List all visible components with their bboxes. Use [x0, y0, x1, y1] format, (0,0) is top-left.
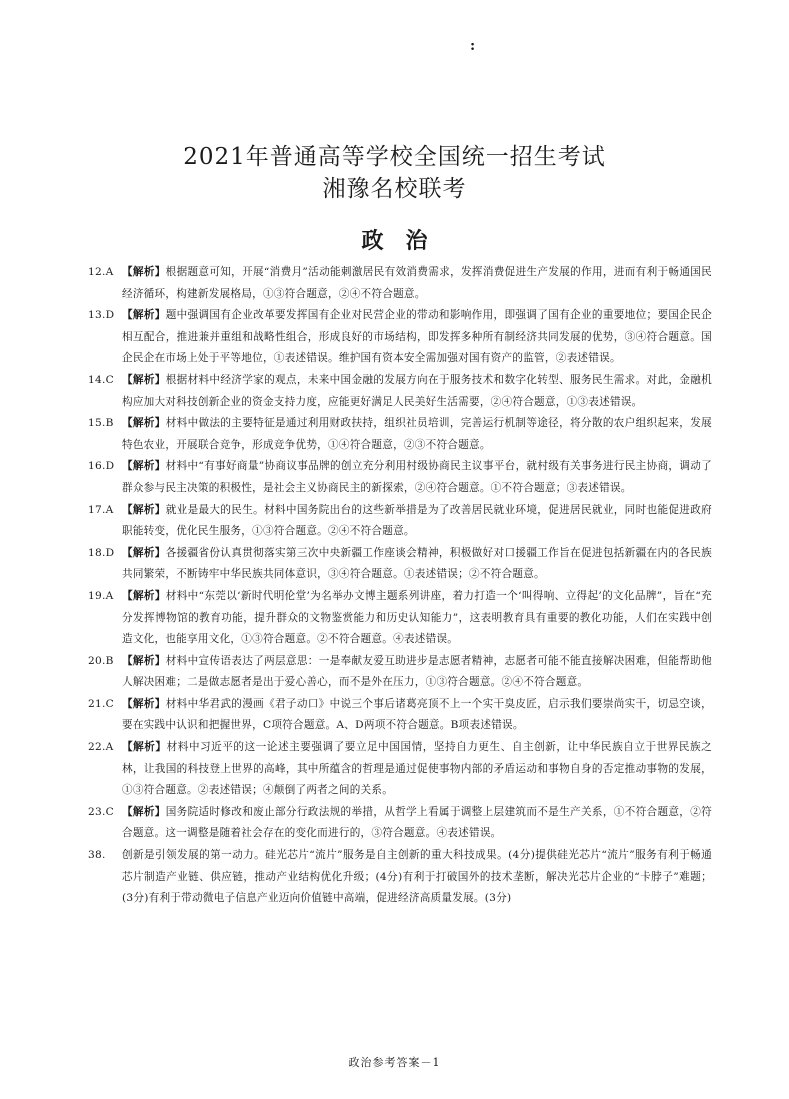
exam-subtitle: 湘豫名校联考: [322, 176, 467, 202]
answer-item: [88, 500, 713, 543]
analysis-tag: 【解析】: [122, 503, 166, 516]
answer-number: 22.A: [88, 741, 114, 754]
answer-item: [88, 586, 712, 651]
answer-item: [88, 370, 713, 413]
answer-list: [88, 262, 713, 910]
page-footer: 政治参考答案－1: [348, 1056, 441, 1069]
answer-number: 20.B: [88, 654, 114, 667]
answer-number: 38.: [88, 849, 106, 862]
answer-text: 创新是引领发展的第一动力。硅光芯片“流片”服务是自主创新的重大科技成果。(4分)提供硅光芯片“流片”服务有利于畅通芯片制造产业链、供应链，推动产业结构优化升级；(4分)有利于打破国外的技术垄断，解决光芯片企业的“卡脖子”难题；(3分)有利于带动微电子信息产业迈向价值链中高端，促进经济高质量发展。(3分): [122, 849, 712, 905]
answer-item: [88, 737, 713, 802]
answer-number: 13.D: [88, 309, 115, 322]
answer-text: 材料中习近平的这一论述主要强调了要立足中国国情，坚持自力更生、自主创新，让中华民族自立于世界民族之林，让我国的科技登上世界的高峰，其中所蕴含的哲理是通过促使事物内部的矛盾运动和事物自身的否定推动事物的发展，①③符合题意。②表述错误；④颠倒了两者之间的关系。: [122, 741, 713, 797]
answer-text: 材料中做法的主要特征是通过利用财政扶持，组织社员培训，完善运行机制等途径，将分散的农户组织起来，发展特色农业，开展联合竞争，形成竞争优势，①④符合题意，②③不符合题意。: [122, 417, 713, 451]
analysis-tag: 【解析】: [122, 373, 166, 386]
answer-number: 23.C: [88, 805, 114, 818]
answer-text: 材料中“东莞以‘新时代明伦堂’为名举办文博主题系列讲座，着力打造一个‘叫得响、立得起’的文化品牌”，旨在“充分发挥博物馆的教育功能，提升群众的文物鉴赏能力和历史认知能力”，这表明教育具有重要的教化功能，人们在实践中创造文化，也能享用文化，①③符合题意。②不符合题意。④表述错误。: [122, 589, 712, 646]
answer-number: 18.D: [88, 546, 115, 559]
answer-text: 根据题意可知，开展“消费月”活动能刺激居民有效消费需求，发挥消费促进生产发展的作用，进而有利于畅通国民经济循环，构建新发展格局，①③符合题意，②④不符合题意。: [122, 266, 713, 300]
analysis-tag: 【解析】: [122, 589, 166, 602]
analysis-tag: 【解析】: [122, 266, 166, 278]
answer-item: [88, 305, 713, 370]
answer-item: [88, 845, 712, 910]
answer-item: [88, 413, 713, 456]
analysis-tag: 【解析】: [122, 654, 166, 667]
answer-number: 19.A: [88, 589, 114, 602]
answer-item: [88, 543, 713, 586]
subject-heading: 政治: [361, 229, 450, 254]
answer-text: 根据材料中经济学家的观点，未来中国金融的发展方向在于服务技术和数字化转型、服务民生需求。对此，金融机构应加大对科技创新企业的资金支持力度，应能更好满足人民美好生活需要，②④符合题意，①③表述错误。: [122, 373, 713, 408]
exam-title: 2021年普通高等学校全国统一招生考试: [183, 144, 606, 170]
answer-number: 16.D: [88, 460, 115, 473]
answer-item: [88, 456, 713, 499]
analysis-tag: 【解析】: [122, 309, 166, 322]
analysis-tag: 【解析】: [122, 741, 167, 754]
top-mark: :: [470, 38, 476, 54]
answer-item: [88, 262, 713, 305]
answer-number: 14.C: [88, 373, 114, 386]
answer-number: 21.C: [88, 697, 114, 710]
answer-number: 15.B: [88, 417, 114, 430]
answer-text: 国务院适时修改和废止部分行政法规的举措，从哲学上看属于调整上层建筑而不是生产关系，①不符合题意，②符合题意。这一调整是随着社会存在的变化而进行的，③符合题意。④表述错误。: [122, 805, 713, 840]
answer-item: [88, 802, 713, 845]
answer-text: 就业是最大的民生。材料中国务院出台的这些新举措是为了改善居民就业环境，促进居民就业，同时也能促进政府职能转变，优化民生服务，①③符合题意。②④不符合题意。: [122, 503, 713, 538]
answer-text: 各援疆省份认真贯彻落实第三次中央新疆工作座谈会精神，积极做好对口援疆工作旨在促进包括新疆在内的各民族共同繁荣，不断铸牢中华民族共同体意识，③④符合题意。①表述错误；②不符合题意。: [122, 546, 713, 581]
answer-text: 材料中“有事好商量”协商议事品牌的创立充分利用村级协商民主议事平台，就村级有关事务进行民主协商，调动了群众参与民主决策的积极性，是社会主义协商民主的新探索，②④符合题意。①不符合题意；③表述错误。: [122, 460, 713, 494]
analysis-tag: 【解析】: [122, 460, 166, 473]
answer-text: 材料中宣传语表达了两层意思：一是奉献友爱互助进步是志愿者精神，志愿者可能不能直接解决困难，但能帮助他人解决困难；二是做志愿者是出于爱心善心，而不是外在压力，①③符合题意。②④不符合题意。: [122, 654, 713, 689]
analysis-tag: 【解析】: [122, 417, 166, 430]
answer-number: 17.A: [88, 503, 114, 516]
analysis-tag: 【解析】: [122, 697, 166, 710]
analysis-tag: 【解析】: [122, 546, 166, 559]
analysis-tag: 【解析】: [122, 805, 166, 818]
answer-item: [88, 694, 713, 737]
answer-text: 材料中华君武的漫画《君子动口》中说三个事后诸葛亮顶不上一个实干臭皮匠，启示我们要崇尚实干，切忌空谈，要在实践中认识和把握世界，C项符合题意。A、D两项不符合题意。B项表述错误。: [122, 697, 713, 732]
answer-number: 12.A: [88, 266, 114, 278]
answer-text: 题中强调国有企业改革要发挥国有企业对民营企业的带动和影响作用，即强调了国有企业的重要地位；要国企民企相互配合，推进兼并重组和战略性组合，形成良好的市场结构，即发挥多种所有制经济共同发展的优势，③④符合题意。国企民企在市场上处于平等地位，①表述错误。维护国有资本安全需加强对国有资产的监管，②表述错误。: [122, 309, 713, 365]
answer-item: [88, 651, 713, 694]
